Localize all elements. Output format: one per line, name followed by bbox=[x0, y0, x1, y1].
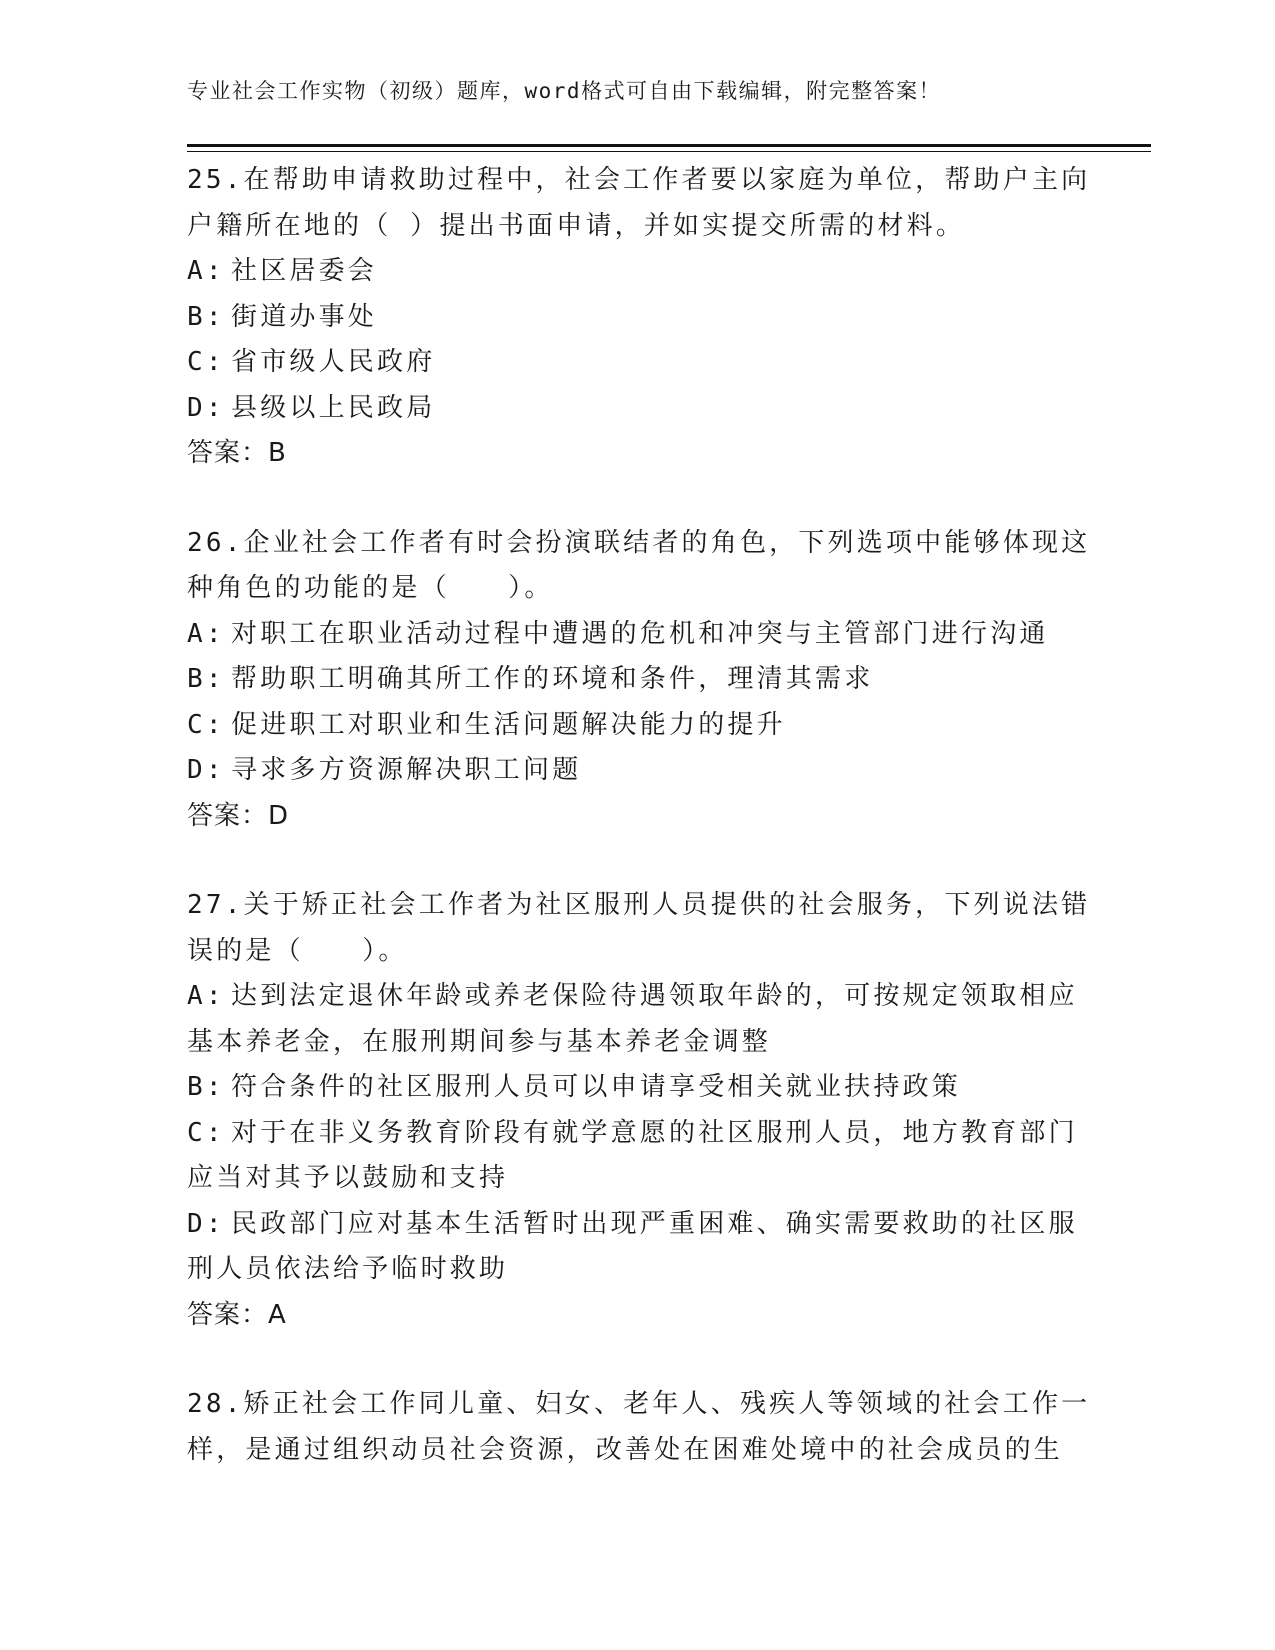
option-letter: D: bbox=[187, 392, 225, 423]
option-line bbox=[187, 340, 1087, 386]
question-stem-line: 误的是（ ）。 bbox=[187, 935, 408, 966]
option-text: 对于在非义务教育阶段有就学意愿的社区服刑人员，地方教育部门 bbox=[231, 1117, 1078, 1148]
question-block bbox=[187, 521, 1091, 840]
page-header: 专业社会工作实物（初级）题库，word格式可自由下载编辑，附完整答案！ bbox=[187, 79, 942, 103]
question-stem-line: 26.企业社会工作者有时会扮演联结者的角色，下列选项中能够体现这 bbox=[187, 527, 1091, 558]
option-text: 社区居委会 bbox=[231, 256, 378, 286]
question-stem-line: 种角色的功能的是（ ）。 bbox=[187, 573, 554, 603]
question-list bbox=[187, 158, 1091, 1517]
option-text: 帮助职工明确其所工作的环境和条件，理清其需求 bbox=[231, 664, 874, 694]
header-rule-thick bbox=[187, 144, 1151, 147]
option-letter: A: bbox=[187, 618, 225, 649]
question-stem-line: 25.在帮助申请救助过程中，社会工作者要以家庭为单位，帮助户主向 bbox=[187, 165, 1091, 195]
question-block bbox=[187, 883, 1091, 1338]
question-stem-line: 户籍所在地的（ ）提出书面申请，并如实提交所需的材料。 bbox=[187, 210, 966, 241]
option-line bbox=[187, 748, 1087, 794]
option-letter: D: bbox=[187, 755, 225, 785]
option-text: 促进职工对职业和生活问题解决能力的提升 bbox=[231, 709, 786, 740]
option-line bbox=[187, 612, 1087, 658]
question-block bbox=[187, 1382, 1091, 1473]
option-letter: B: bbox=[187, 301, 225, 332]
option-line bbox=[187, 1020, 1087, 1066]
option-line bbox=[187, 974, 1087, 1020]
option-text: 刑人员依法给予临时救助 bbox=[187, 1254, 509, 1284]
question-stem-line: 28.矫正社会工作同儿童、妇女、老年人、残疾人等领域的社会工作一 bbox=[187, 1389, 1091, 1419]
option-line bbox=[187, 1202, 1087, 1248]
option-text: 民政部门应对基本生活暂时出现严重困难、确实需要救助的社区服 bbox=[231, 1208, 1078, 1239]
option-line bbox=[187, 1247, 1087, 1293]
option-line bbox=[187, 1065, 1087, 1111]
option-letter: A: bbox=[187, 256, 225, 286]
option-text: 省市级人民政府 bbox=[231, 347, 436, 377]
option-text: 符合条件的社区服刑人员可以申请享受相关就业扶持政策 bbox=[231, 1072, 962, 1102]
answer-line: 答案：A bbox=[187, 1299, 287, 1330]
answer-line: 答案：B bbox=[187, 438, 287, 468]
option-letter: B: bbox=[187, 664, 225, 694]
option-text: 街道办事处 bbox=[231, 301, 378, 332]
answer-line: 答案：D bbox=[187, 800, 290, 831]
question-block bbox=[187, 158, 1091, 477]
option-line bbox=[187, 386, 1087, 432]
option-line bbox=[187, 295, 1087, 341]
option-text: 对职工在职业活动过程中遭遇的危机和冲突与主管部门进行沟通 bbox=[231, 618, 1049, 649]
option-letter: D: bbox=[187, 1208, 225, 1239]
option-text: 县级以上民政局 bbox=[231, 392, 436, 423]
option-letter: C: bbox=[187, 347, 225, 377]
question-stem-line: 27.关于矫正社会工作者为社区服刑人员提供的社会服务，下列说法错 bbox=[187, 890, 1091, 920]
option-letter: C: bbox=[187, 1117, 225, 1148]
option-line bbox=[187, 1156, 1087, 1202]
option-line bbox=[187, 657, 1087, 703]
option-text: 达到法定退休年龄或养老保险待遇领取年龄的，可按规定领取相应 bbox=[231, 981, 1078, 1011]
option-line bbox=[187, 703, 1087, 749]
option-line bbox=[187, 1111, 1087, 1157]
header-rule-thin bbox=[187, 151, 1151, 152]
option-line bbox=[187, 249, 1087, 295]
option-text: 寻求多方资源解决职工问题 bbox=[231, 755, 582, 785]
option-text: 应当对其予以鼓励和支持 bbox=[187, 1163, 509, 1193]
question-stem-line: 样，是通过组织动员社会资源，改善处在困难处境中的社会成员的生 bbox=[187, 1434, 1064, 1465]
option-letter: B: bbox=[187, 1072, 225, 1102]
option-letter: C: bbox=[187, 709, 225, 740]
option-letter: A: bbox=[187, 981, 225, 1011]
option-text: 基本养老金，在服刑期间参与基本养老金调整 bbox=[187, 1026, 772, 1057]
